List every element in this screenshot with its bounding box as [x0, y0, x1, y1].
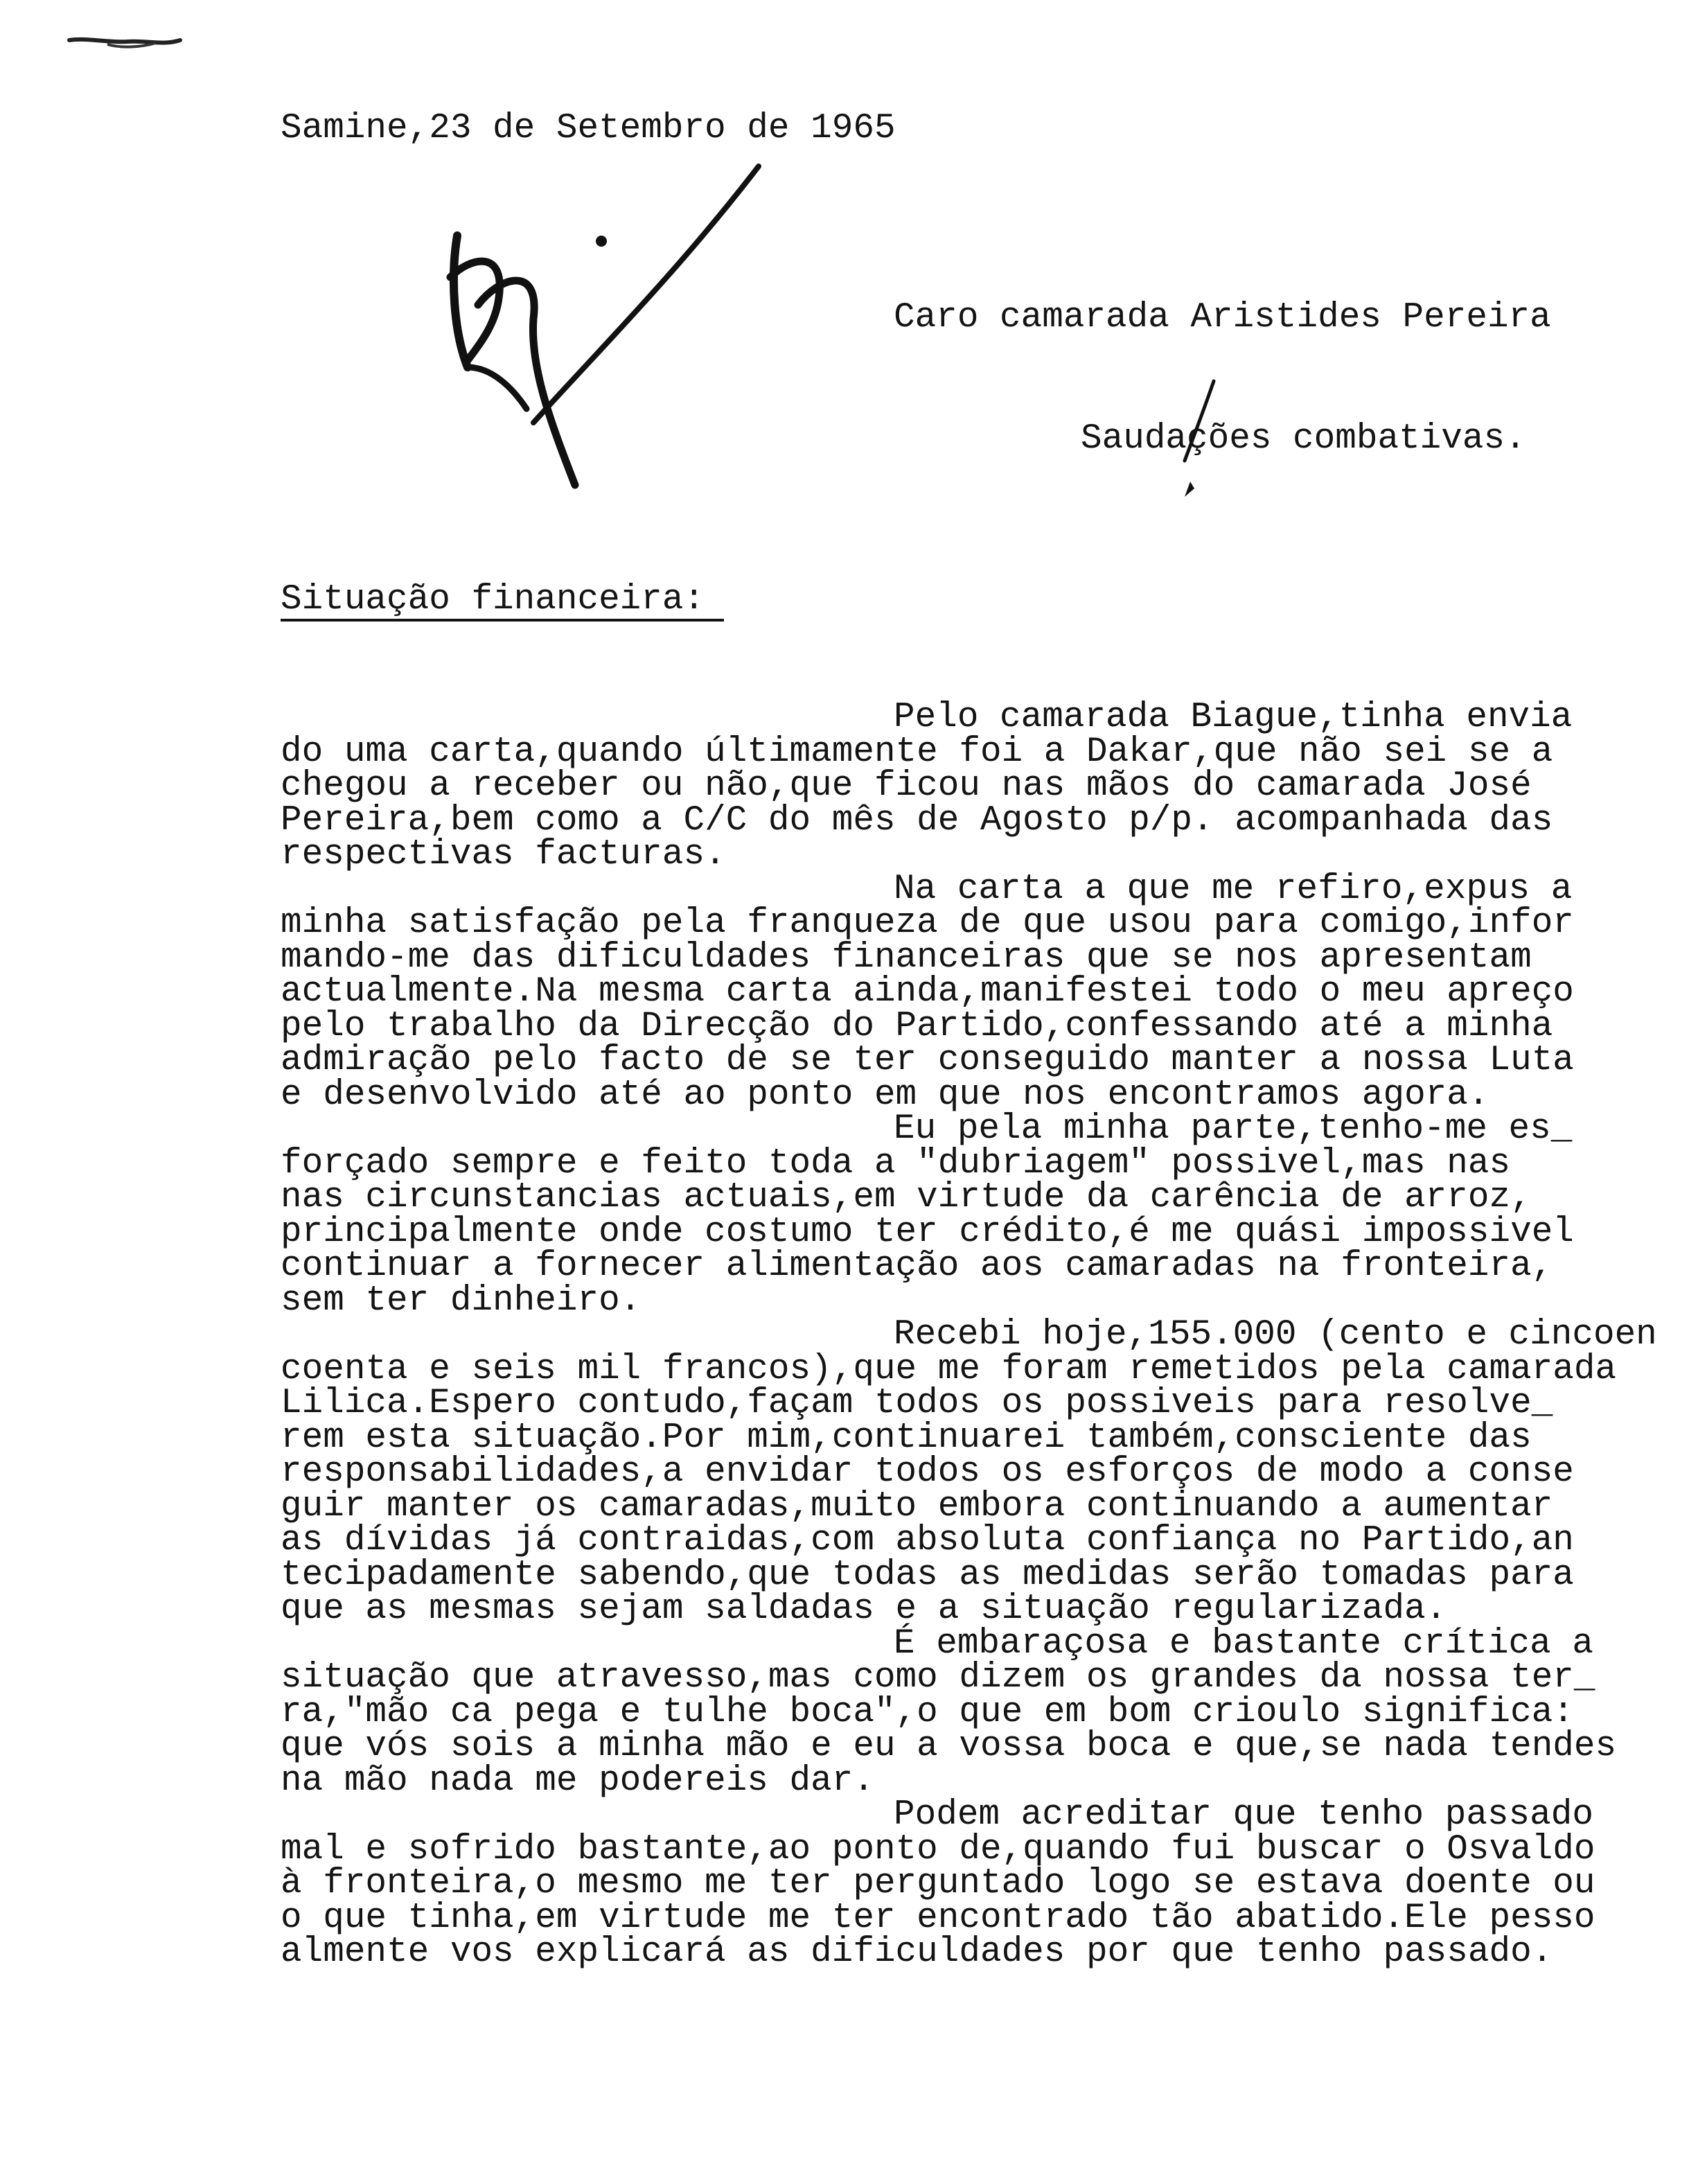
body-line: e desenvolvido até ao ponto em que nos encontramos agora. — [281, 1075, 1489, 1115]
body-line: nas circunstancias actuais,em virtude da carência de arroz, — [281, 1178, 1532, 1217]
body-line: almente vos explicará as dificuldades por que tenho passado. — [281, 1932, 1553, 1972]
body-line: rem esta situação.Por mim,continuarei também,consciente das — [281, 1418, 1532, 1458]
body-line: responsabilidades,a envidar todos os esforços de modo a conse — [281, 1452, 1574, 1492]
handwritten-initials — [430, 159, 790, 506]
body-line: Recebi hoje,155.000 (cento e cincoen — [894, 1315, 1657, 1355]
ink-smudge — [66, 28, 191, 55]
body-line: guir manter os camaradas,muito embora continuando a aumentar — [281, 1487, 1553, 1526]
body-line: pelo trabalho da Direcção do Partido,confessando até a minha — [281, 1007, 1553, 1046]
body-line: mando-me das dificuldades financeiras que se nos apresentam — [281, 938, 1532, 978]
body-line: forçado sempre e feito toda a "dubriagem" possivel,mas nas — [281, 1144, 1511, 1183]
body-line: minha satisfação pela franqueza de que usou para comigo,infor — [281, 904, 1574, 943]
body-line: que as mesmas sejam saldadas e a situação regularizada. — [281, 1589, 1447, 1629]
body-line: chegou a receber ou não,que ficou nas mãos do camarada José — [281, 766, 1532, 806]
body-line: sem ter dinheiro. — [281, 1281, 642, 1321]
body-line: na mão nada me podereis dar. — [281, 1761, 874, 1801]
body-line: Lilica.Espero contudo,façam todos os possiveis para resolve_ — [281, 1384, 1553, 1423]
body-line: actualmente.Na mesma carta ainda,manifestei todo o meu apreço — [281, 972, 1574, 1012]
body-line: situação que atravesso,mas como dizem os grandes da nossa ter_ — [281, 1658, 1595, 1698]
body-line: mal e sofrido bastante,ao ponto de,quando fui buscar o Osvaldo — [281, 1830, 1595, 1869]
body-line: do uma carta,quando últimamente foi a Dakar,que não sei se a — [281, 732, 1553, 772]
body-line: Pereira,bem como a C/C do mês de Agosto p/p. acompanhada das — [281, 801, 1553, 840]
body-line: o que tinha,em virtude me ter encontrado tão abatido.Ele pesso — [281, 1899, 1595, 1938]
body-line: respectivas facturas. — [281, 835, 726, 874]
body-line: ra,"mão ca pega e tulhe boca",o que em bom crioulo significa: — [281, 1693, 1574, 1732]
body-line: Eu pela minha parte,tenho-me es_ — [894, 1109, 1573, 1149]
body-line: continuar a fornecer alimentação aos camaradas na fronteira, — [281, 1247, 1553, 1286]
body-line: Podem acreditar que tenho passado — [894, 1795, 1593, 1835]
body-line: as dívidas já contraidas,com absoluta confiança no Partido,an — [281, 1521, 1574, 1560]
body-line: à fronteira,o mesmo me ter perguntado logo se estava doente ou — [281, 1864, 1595, 1903]
greeting: Saudações combativas. — [1081, 419, 1526, 459]
body-line: coenta e seis mil francos),que me foram remetidos pela camarada — [281, 1350, 1617, 1389]
body-line: É embaraçosa e bastante crítica a — [894, 1624, 1593, 1664]
body-line: admiração pelo facto de se ter conseguido manter a nossa Luta — [281, 1041, 1574, 1080]
salutation: Caro camarada Aristides Pereira — [894, 298, 1551, 337]
pen-stroke-mark — [1171, 378, 1226, 502]
body-line: principalmente onde costumo ter crédito,é me quási impossivel — [281, 1213, 1574, 1252]
dateline: Samine,23 de Setembro de 1965 — [281, 109, 896, 148]
body-line: que vós sois a minha mão e eu a vossa boca e que,se nada tendes — [281, 1727, 1617, 1766]
body-line: Pelo camarada Biague,tinha envia — [894, 698, 1573, 737]
section-heading: Situação financeira: — [281, 582, 724, 622]
body-line: Na carta a que me refiro,expus a — [894, 870, 1573, 909]
body-line: tecipadamente sabendo,que todas as medidas serão tomadas para — [281, 1556, 1574, 1595]
